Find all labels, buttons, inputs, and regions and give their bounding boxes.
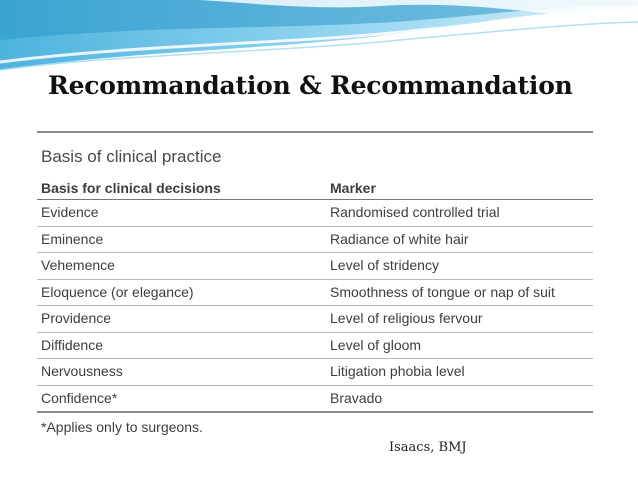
- basis-cell: Eminence: [41, 230, 104, 247]
- table-row: [37, 359, 593, 386]
- basis-cell: Confidence*: [41, 389, 118, 406]
- clinical-practice-table: [37, 131, 593, 435]
- table-row: [37, 253, 593, 280]
- table-heading: Basis of clinical practice: [41, 147, 222, 166]
- table-row: [37, 200, 593, 227]
- marker-cell: Randomised controlled trial: [330, 204, 500, 220]
- basis-cell: Providence: [41, 310, 112, 326]
- citation: Isaacs, BMJ: [389, 440, 467, 455]
- marker-cell: Bravado: [330, 389, 383, 406]
- table-header-row: [37, 173, 593, 200]
- basis-cell: Evidence: [41, 204, 99, 220]
- column-header-marker: Marker: [330, 180, 376, 196]
- basis-cell: Nervousness: [41, 363, 123, 379]
- marker-cell: Litigation phobia level: [330, 363, 465, 379]
- basis-cell: Vehemence: [41, 257, 115, 273]
- table-footnote: *Applies only to surgeons.: [41, 419, 203, 435]
- slide-title: Recommandation & Recommandation: [48, 71, 573, 100]
- marker-cell: Smoothness of tongue or nap of suit: [330, 283, 555, 300]
- basis-cell: Eloquence (or elegance): [41, 283, 194, 300]
- header-wave-decoration: [0, 0, 638, 80]
- marker-cell: Radiance of white hair: [330, 230, 469, 247]
- marker-cell: Level of religious fervour: [330, 310, 483, 326]
- table-row: [37, 386, 593, 414]
- marker-cell: Level of gloom: [330, 336, 422, 353]
- column-header-basis: Basis for clinical decisions: [41, 180, 221, 196]
- table-row: [37, 333, 593, 360]
- table-row: [37, 280, 593, 307]
- basis-cell: Diffidence: [41, 336, 104, 353]
- table-row: [37, 306, 593, 333]
- table-row: [37, 227, 593, 254]
- marker-cell: Level of stridency: [330, 257, 439, 273]
